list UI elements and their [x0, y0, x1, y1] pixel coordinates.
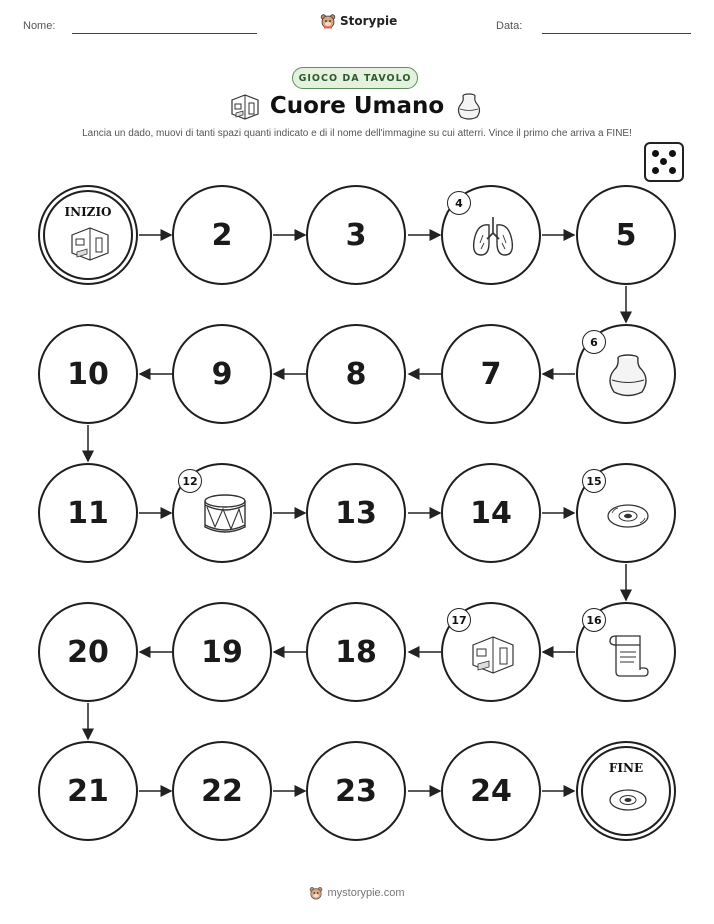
space-number: 20: [67, 634, 109, 670]
space-number: 14: [470, 495, 512, 531]
name-label: Nome:: [23, 20, 56, 32]
game-type-badge: GIOCO DA TAVOLO: [292, 67, 418, 89]
space-12: [172, 463, 272, 563]
space-start: [38, 185, 138, 285]
space-24: [441, 741, 541, 841]
space-number: 10: [67, 356, 109, 392]
footer: [0, 886, 714, 900]
disc-icon: [608, 787, 648, 813]
space-number-badge: 6: [582, 330, 606, 354]
space-number: 8: [345, 356, 367, 392]
space-number: 18: [335, 634, 377, 670]
space-2: [172, 185, 272, 285]
space-finish: [576, 741, 676, 841]
space-number-badge: 12: [178, 469, 202, 493]
space-number: 13: [335, 495, 377, 531]
space-6: [576, 324, 676, 424]
space-22: [172, 741, 272, 841]
space-number: 7: [480, 356, 502, 392]
space-14: [441, 463, 541, 563]
instructions: Lancia un dado, muovi di tanti spazi quanti indicato e di il nome dell'immagine su cui atterri. Vince il primo che arriva a FINE!: [82, 128, 632, 139]
space-23: [306, 741, 406, 841]
lungs-icon: [469, 213, 517, 261]
space-8: [306, 324, 406, 424]
space-16: [576, 602, 676, 702]
space-5: [576, 185, 676, 285]
space-21: [38, 741, 138, 841]
space-19: [172, 602, 272, 702]
space-20: [38, 602, 138, 702]
space-3: [306, 185, 406, 285]
space-9: [172, 324, 272, 424]
page-title: Cuore Umano: [269, 93, 445, 119]
space-15: [576, 463, 676, 563]
space-number-badge: 16: [582, 608, 606, 632]
space-number: 3: [345, 217, 367, 253]
space-number: 21: [67, 773, 109, 809]
scroll-icon: [606, 630, 650, 680]
space-17: [441, 602, 541, 702]
space-13: [306, 463, 406, 563]
space-number: 23: [335, 773, 377, 809]
space-number: 24: [470, 773, 512, 809]
date-label: Data:: [496, 20, 523, 32]
disc-icon: [606, 503, 650, 529]
space-number: 11: [67, 495, 109, 531]
space-10: [38, 324, 138, 424]
space-number: 5: [615, 217, 637, 253]
space-number: 2: [211, 217, 233, 253]
space-number: 19: [201, 634, 243, 670]
space-number-badge: 15: [582, 469, 606, 493]
bear-logo-icon: [309, 886, 323, 900]
start-label: INIZIO: [64, 205, 112, 219]
space-number: 22: [201, 773, 243, 809]
vase-icon: [604, 352, 652, 402]
space-11: [38, 463, 138, 563]
space-4: [441, 185, 541, 285]
finish-label: FINE: [608, 761, 644, 775]
space-number-badge: 17: [447, 608, 471, 632]
space-number-badge: 4: [447, 191, 471, 215]
space-7: [441, 324, 541, 424]
drum-icon: [201, 493, 249, 537]
brand-name: Storypie: [340, 14, 398, 28]
room-icon: [470, 634, 516, 676]
room-icon: [69, 225, 111, 261]
space-18: [306, 602, 406, 702]
space-number: 9: [211, 356, 233, 392]
footer-url[interactable]: mystorypie.com: [327, 887, 405, 899]
